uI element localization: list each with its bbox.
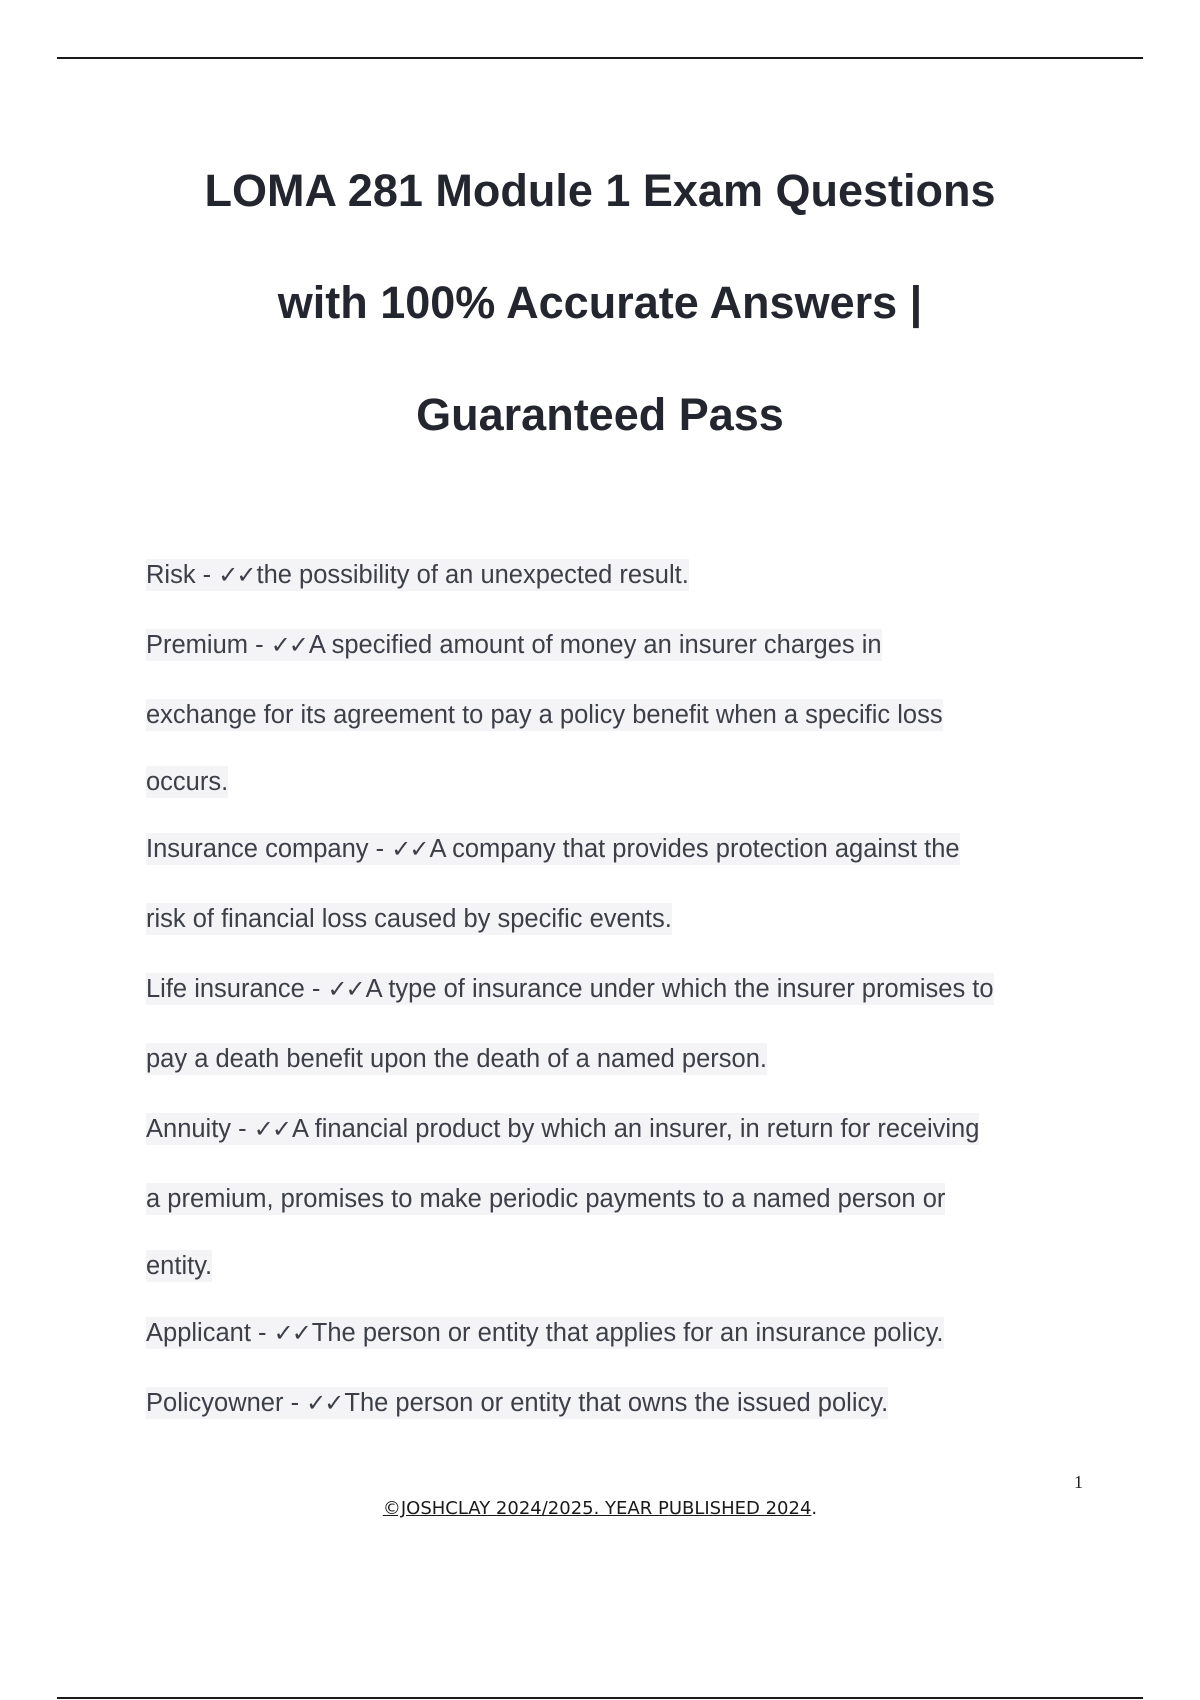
term-entry-insurance-company: Insurance company - ✓✓A company that provides protection against the — [146, 835, 960, 863]
term-entry-life-insurance: Life insurance - ✓✓A type of insurance under which the insurer promises to — [146, 975, 994, 1003]
term-definition-continued: risk of financial loss caused by specific events. — [146, 905, 672, 933]
term-definition: A type of insurance under which the insurer promises to — [365, 975, 994, 1003]
term-entry-policyowner: Policyowner - ✓✓The person or entity that owns the issued policy. — [146, 1389, 889, 1417]
term-definition-continued: exchange for its agreement to pay a policy benefit when a specific loss — [146, 701, 943, 729]
term-list — [146, 540, 1106, 1438]
double-check-icon: ✓✓ — [391, 835, 428, 863]
copyright-text: ©JOSHCLAY 2024/2025. YEAR PUBLISHED 2024 — [382, 1498, 812, 1519]
term-name: Applicant — [146, 1319, 251, 1347]
double-check-icon: ✓✓ — [306, 1389, 343, 1417]
term-definition: A financial product by which an insurer, in return for receiving — [291, 1115, 980, 1143]
copyright-footer — [0, 1498, 1200, 1519]
copyright-suffix: . — [811, 1498, 818, 1519]
double-check-icon: ✓✓ — [327, 975, 364, 1003]
term-definition: A specified amount of money an insurer charges in — [308, 631, 882, 659]
term-name: Premium — [146, 631, 249, 659]
document-title — [100, 132, 1100, 468]
term-entry-annuity: Annuity - ✓✓A financial product by which an insurer, in return for receiving — [146, 1115, 980, 1143]
double-check-icon: ✓✓ — [218, 561, 255, 589]
title-line-3: Guaranteed Pass — [416, 389, 784, 441]
top-rule — [57, 57, 1143, 59]
term-definition: A company that provides protection against the — [429, 835, 960, 863]
term-definition: the possibility of an unexpected result. — [256, 561, 689, 589]
term-definition-continued: occurs. — [146, 768, 229, 796]
term-definition-continued: entity. — [146, 1252, 213, 1280]
term-entry-risk: Risk - ✓✓the possibility of an unexpected result. — [146, 561, 689, 589]
title-line-1: LOMA 281 Module 1 Exam Questions — [204, 165, 996, 217]
term-definition-continued: a premium, promises to make periodic payments to a named person or — [146, 1185, 946, 1213]
term-entry-applicant: Applicant - ✓✓The person or entity that applies for an insurance policy. — [146, 1319, 944, 1347]
double-check-icon: ✓✓ — [273, 1319, 310, 1347]
term-name: Annuity — [146, 1115, 232, 1143]
term-name: Policyowner — [146, 1389, 284, 1417]
term-name: Insurance company — [146, 835, 369, 863]
title-line-2: with 100% Accurate Answers | — [277, 277, 923, 329]
term-definition: The person or entity that owns the issued policy. — [344, 1389, 889, 1417]
term-definition-continued: pay a death benefit upon the death of a named person. — [146, 1045, 767, 1073]
term-name: Risk — [146, 561, 196, 589]
term-entry-premium: Premium - ✓✓A specified amount of money an insurer charges in — [146, 631, 882, 659]
bottom-rule — [57, 1697, 1143, 1699]
term-definition: The person or entity that applies for an insurance policy. — [311, 1319, 944, 1347]
term-name: Life insurance — [146, 975, 305, 1003]
page-number: 1 — [1074, 1472, 1083, 1492]
double-check-icon: ✓✓ — [270, 631, 307, 659]
double-check-icon: ✓✓ — [253, 1115, 290, 1143]
